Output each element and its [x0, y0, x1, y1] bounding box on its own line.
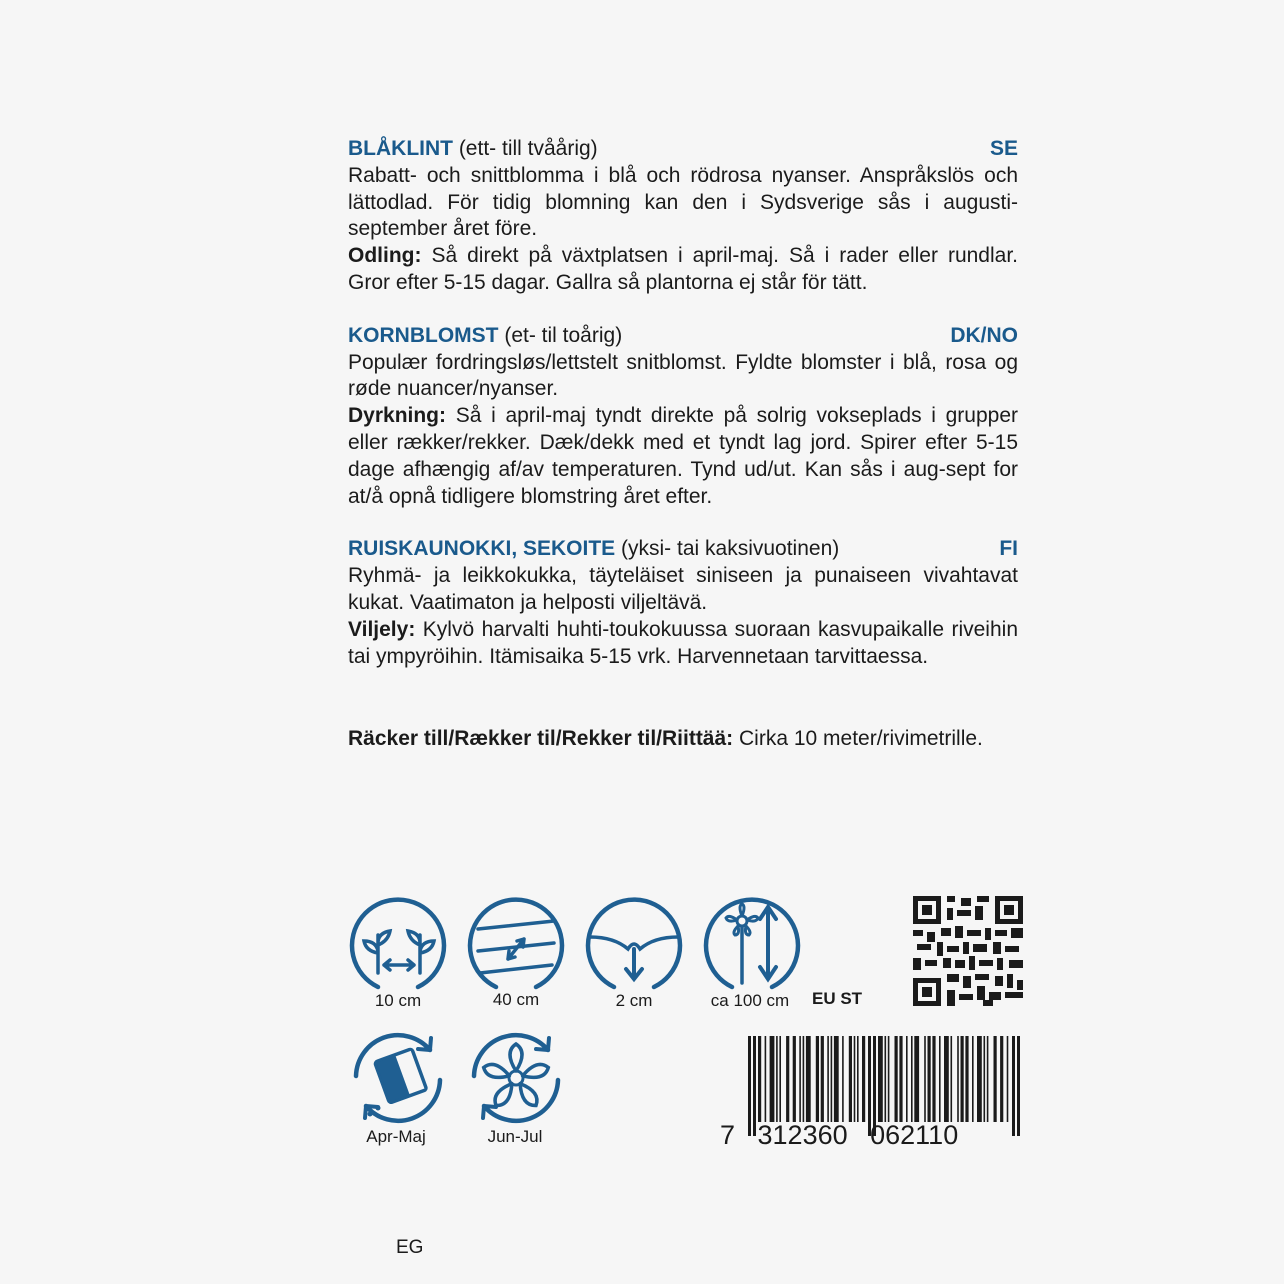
barcode-bar — [994, 1036, 997, 1124]
barcode-bar — [977, 1036, 982, 1124]
barcode-bar — [914, 1036, 919, 1124]
section-description: Ryhmä- ja leikkokukka, täyteläiset siniseen ja punaiseen vivahtavat kukat. Vaatimaton ja helposti viljeltävä. — [348, 564, 1018, 614]
section-description: Rabatt- och snittblomma i blå och rödrosa nyanser. Anspråkslös och lättodlad. För tidig blomning kan den i Sydsverige sås i augusti-september året före. — [348, 163, 1018, 241]
barcode-bar — [888, 1036, 890, 1124]
barcode-bar — [984, 1036, 986, 1124]
section-title: KORNBLOMST — [348, 323, 499, 347]
barcode-bar — [849, 1036, 852, 1124]
plant-spacing-icon — [348, 893, 448, 993]
barcode-bar — [957, 1036, 959, 1124]
barcode-bar — [770, 1036, 775, 1124]
barcode-bar — [939, 1036, 941, 1124]
barcode-bar — [899, 1036, 902, 1124]
plant-height-icon — [702, 893, 802, 993]
icon-caption: ca 100 cm — [710, 991, 790, 1010]
cultivation-text — [348, 243, 1018, 297]
barcode-icon — [716, 1036, 1026, 1148]
barcode-bar — [831, 1036, 833, 1124]
barcode-bar — [928, 1036, 931, 1124]
flowering-time-icon — [466, 1028, 566, 1128]
barcode-bar — [862, 1036, 865, 1124]
cultivation-text — [348, 403, 1018, 510]
section-dk-no — [348, 323, 1018, 511]
barcode-bar — [987, 1036, 989, 1124]
cultivation-body: Så direkt på växtplatsen i april-maj. Så i rader eller rundlar. Gror efter 5-15 dagar. Gallra så plantorna ej står för tätt. — [348, 244, 1018, 294]
icon-caption: 10 cm — [374, 991, 422, 1010]
barcode-bar — [803, 1036, 805, 1124]
barcode-bar — [854, 1036, 856, 1124]
barcode-bar — [924, 1036, 926, 1124]
cultivation-body: Så i april-maj tyndt direkte på solrig vokseplads i grupper eller rækker/rekker. Dæk/dekk med et tyndt lag jord. Spirer efter 5-15 dage afhængig af/av temperaturen. Tynd ud/ut. Kan sås i aug-sept for at/å opnå tidligere blomstring året efter. — [348, 404, 1018, 508]
barcode-bar — [944, 1036, 949, 1124]
coverage-value: Cirka 10 meter/rivimetrille. — [733, 727, 983, 751]
icon-caption: Jun-Jul — [487, 1127, 543, 1146]
section-heading — [348, 323, 622, 350]
barcode-bar — [911, 1036, 913, 1124]
cultivation-text — [348, 617, 1018, 671]
barcode-bar — [758, 1036, 761, 1124]
icon-caption: 2 cm — [615, 991, 653, 1010]
coverage-line — [348, 726, 1018, 753]
cultivation-body: Kylvö harvalti huhti-toukokuussa suoraan kasvupaikalle riveihin tai ympyröihin. Itämisaika 5-15 vrk. Harvennetaan tarvittaessa. — [348, 617, 1018, 668]
section-header — [348, 136, 1018, 163]
barcode-bar — [786, 1036, 789, 1124]
section-header — [348, 323, 1018, 350]
barcode-bar — [857, 1036, 859, 1124]
sowing-time-icon — [348, 1028, 448, 1128]
language-code: FI — [999, 537, 1018, 561]
barcode-bar — [951, 1036, 953, 1124]
barcode-bar — [932, 1036, 935, 1124]
barcode-bar — [906, 1036, 908, 1124]
barcode-bar — [878, 1036, 883, 1124]
barcode-bar — [776, 1036, 778, 1124]
section-subtitle: (et- til toårig) — [498, 323, 623, 347]
section-header — [348, 536, 1018, 563]
barcode-bar — [827, 1036, 829, 1124]
section-subtitle: (yksi- tai kaksivuotinen) — [615, 537, 840, 561]
barcode-bar — [799, 1036, 801, 1124]
section-fi — [348, 536, 1018, 670]
cultivation-label: Dyrkning: — [348, 404, 447, 428]
barcode-bar — [885, 1036, 887, 1124]
footer-code: EG — [396, 1237, 424, 1258]
row-spacing-icon — [466, 893, 566, 993]
section-heading — [348, 136, 598, 163]
barcode-bar — [793, 1036, 796, 1124]
section-title: RUISKAUNOKKI, SEKOITE — [348, 537, 616, 561]
language-code: SE — [989, 137, 1018, 160]
barcode-bar — [816, 1036, 819, 1124]
barcode-bar — [1000, 1036, 1003, 1124]
section-subtitle: (ett- till tvåårig) — [452, 137, 598, 160]
barcode-bar — [821, 1036, 824, 1124]
section-se — [348, 136, 1018, 297]
cultivation-label: Odling: — [348, 244, 422, 268]
section-description: Populær fordringsløs/lettstelt snitblomst. Fyldte blomster i blå, rosa og røde nuancer/nyanser. — [348, 350, 1018, 401]
eu-standard-label: EU ST — [812, 989, 863, 1008]
barcode-bar — [806, 1036, 811, 1124]
barcode-bar — [895, 1036, 898, 1124]
barcode-bar — [972, 1036, 974, 1124]
section-title: BLÅKLINT — [348, 137, 453, 160]
language-code: DK/NO — [950, 323, 1018, 347]
icon-caption: Apr-Maj — [366, 1127, 426, 1146]
barcode-bar — [779, 1036, 781, 1124]
barcode-bar — [961, 1036, 964, 1124]
barcode-bar — [765, 1036, 767, 1124]
cultivation-label: Viljely: — [348, 617, 416, 641]
icon-caption: 40 cm — [492, 990, 540, 1009]
barcode-bar — [1007, 1036, 1009, 1124]
sowing-depth-icon — [584, 893, 684, 993]
qr-code-icon — [913, 896, 1023, 1006]
instructions-text — [348, 136, 1018, 753]
barcode-bar — [965, 1036, 968, 1124]
coverage-label: Räcker till/Rækker til/Rekker til/Riittää: — [348, 727, 734, 751]
section-heading — [348, 536, 839, 563]
barcode-bar — [834, 1036, 839, 1124]
barcode-bar — [842, 1036, 844, 1124]
barcode-number: 7 312360 062110 — [720, 1120, 959, 1148]
